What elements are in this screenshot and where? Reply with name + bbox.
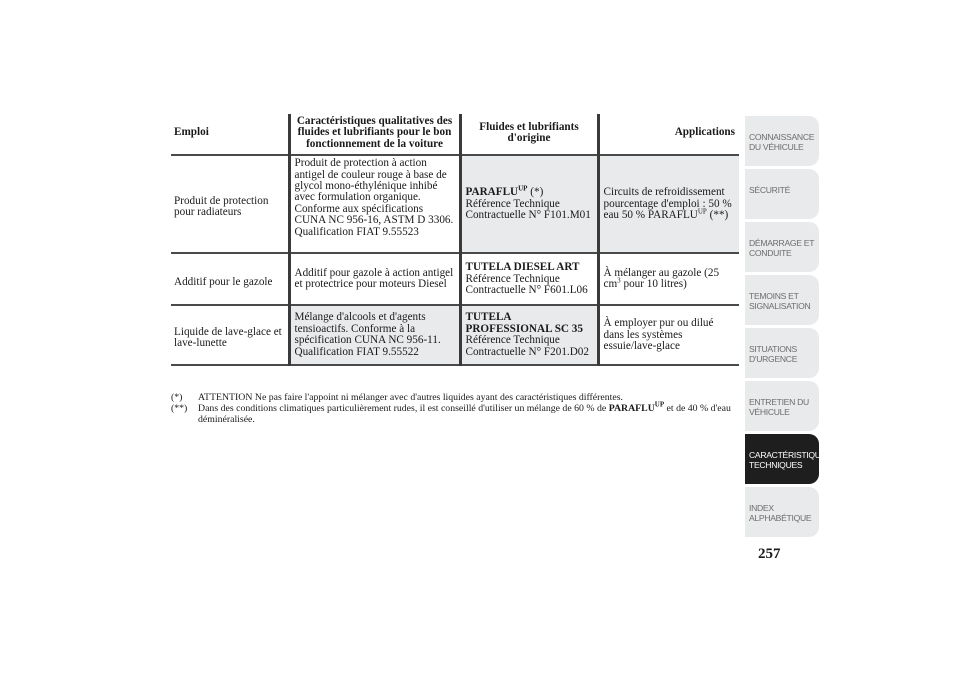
cell-emploi: Liquide de lave-glace et lave-lunette — [171, 305, 289, 365]
app-suffix: pour 10 litres) — [620, 278, 687, 291]
footnote-marker: (**) — [171, 403, 188, 414]
footnote — [171, 392, 731, 403]
cell-fluide — [460, 155, 598, 253]
page-number: 257 — [758, 546, 781, 562]
footnote-text — [198, 400, 731, 425]
fluide-name: TUTELA DIESEL ART — [465, 261, 580, 274]
tab-situations-d-urgence[interactable]: SITUATIONS D'URGENCE — [745, 328, 819, 378]
header-emploi: Emploi — [171, 114, 289, 155]
table-row — [171, 155, 739, 253]
cell-caracteristiques: Produit de protection à action antigel de couleur rouge à base de glycol mono-éthylénique inhibé avec formulation organique. Conforme aux spécifications CUNA NC 956-16, ASTM D 3306. Qualification FIAT 9.55523 — [289, 155, 460, 253]
fluide-name: TUTELA PROFESSIONAL SC 35 — [465, 311, 583, 335]
fluide-name: PARAFLU — [465, 186, 519, 199]
footnote-text-after: et de 40 % d'eau déminéralisée. — [198, 403, 731, 425]
cell-fluide — [460, 305, 598, 365]
footnote-marker: (*) — [171, 392, 183, 403]
cell-emploi: Produit de protection pour radiateurs — [171, 155, 289, 253]
tab-index-alphabetique[interactable]: INDEX ALPHABÉTIQUE — [745, 487, 819, 537]
cell-emploi: Additif pour le gazole — [171, 253, 289, 305]
cell-application: À employer pur ou dilué dans les systèmes essuie/lave-glace — [598, 305, 739, 365]
header-caracteristiques: Caractéristiques qualitatives des fluides et lubrifiants pour le bon fonctionnement de la voiture — [289, 114, 460, 155]
header-applications: Applications — [598, 114, 739, 155]
table-header-row — [171, 114, 739, 155]
footnotes — [171, 392, 731, 425]
cell-caracteristiques: Mélange d'alcools et d'agents tensioactifs. Conforme à la spécification CUNA NC 956-11. Qualification FIAT 9.55522 — [289, 305, 460, 365]
cell-application — [598, 253, 739, 305]
app-text: À mélanger au gazole (25 cm — [603, 266, 720, 291]
app-sup: UP — [697, 207, 707, 216]
header-fluides: Fluides et lubrifiants d'origine — [460, 114, 598, 155]
app-sup: 3 — [617, 276, 621, 285]
tab-demarrage-et-conduite[interactable]: DÉMARRAGE ET CONDUITE — [745, 222, 819, 272]
cell-application — [598, 155, 739, 253]
fluids-table — [171, 114, 739, 366]
footnote-bold: PARAFLU — [608, 403, 655, 414]
tab-temoins-et-signalisation[interactable]: TEMOINS ET SIGNALISATION — [745, 275, 819, 325]
table-row — [171, 305, 739, 365]
tab-caracteristiques-techniques[interactable]: CARACTÉRISTIQUES TECHNIQUES — [745, 434, 819, 484]
footnote-sup: UP — [654, 400, 665, 409]
table-row — [171, 253, 739, 305]
fluide-detail: Référence Technique Contractuelle N° F101.M01 — [465, 197, 591, 221]
footnote-text: ATTENTION Ne pas faire l'appoint ni mélanger avec d'autres liquides ayant des caractéristiques différentes. — [198, 392, 623, 403]
footnote — [171, 400, 731, 425]
tab-connaissance-du-vehicule[interactable]: CONNAISSANCE DU VÉHICULE — [745, 116, 819, 166]
fluide-sup: UP — [518, 184, 528, 193]
chapter-tabs — [745, 116, 832, 540]
app-suffix: (**) — [706, 208, 729, 221]
cell-caracteristiques: Additif pour gazole à action antigel et protectrice pour moteurs Diesel — [289, 253, 460, 305]
fluide-detail: Référence Technique Contractuelle N° F201.D02 — [465, 334, 589, 358]
fluide-detail: Référence Technique Contractuelle N° F601.L06 — [465, 272, 588, 296]
cell-fluide — [460, 253, 598, 305]
app-text: Circuits de refroidissement pourcentage d'emploi : 50 % eau 50 % PARAFLU — [603, 186, 732, 221]
footnote-text-before: Dans des conditions climatiques particulièrement rudes, il est conseillé d'utiliser un mélange de 60 % de — [198, 403, 609, 414]
tab-entretien-du-vehicule[interactable]: ENTRETIEN DU VÉHICULE — [745, 381, 819, 431]
fluide-suffix: (*) — [527, 186, 544, 199]
tab-securite[interactable]: SÉCURITÉ — [745, 169, 819, 219]
